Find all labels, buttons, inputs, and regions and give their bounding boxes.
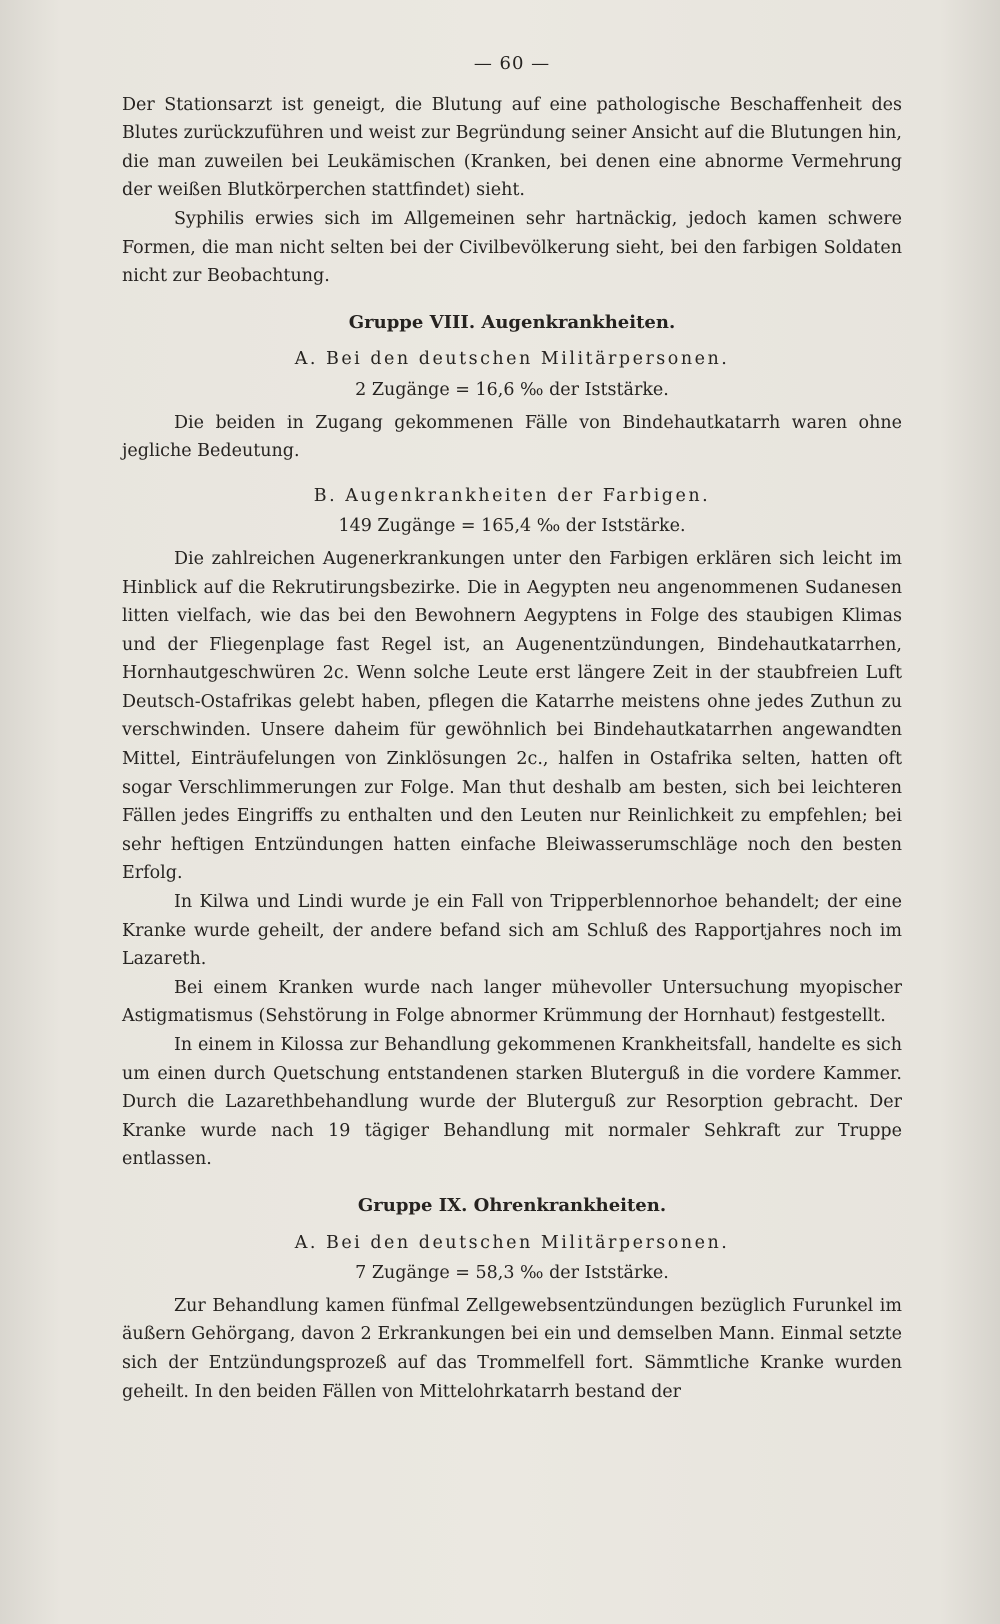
paragraph-astigmatismus: Bei einem Kranken wurde nach langer mühevoller Untersuchung myopischer Astigmatismus (Sehstörung in Folge abnormer Krümmung der Hornhaut) festgestellt. — [122, 977, 902, 1027]
paragraph-augenerkrankungen: Die zahlreichen Augenerkrankungen unter den Farbigen erklären sich leicht im Hinblick auf die Rekrutirungsbezirke. Die in Aegypten neu angenommenen Sudanesen litten vielfach, wie das bei den Bewohnern Aegyptens in Folge des staubigen Klimas und der Fliegenplage fast Regel ist, an Augenentzündungen, Bindehautkatarrhen, Hornhautgeschwüren 2c. Wenn solche Leute erst längere Zeit in der staubfreien Luft Deutsch-Ostafrikas gelebt haben, pflegen die Katarrhe meistens ohne jedes Zuthun zu verschwinden. Unsere daheim für gewöhnlich bei Bindehautkatarrhen angewandten Mittel, Einträufelungen von Zinklösungen 2c., halfen in Ostafrika selten, hatten oft sogar Verschlimmerungen zur Folge. Man thut deshalb am besten, sich bei leichteren Fällen jedes Eingriffs zu enthalten und den Leuten nur Reinlichkeit zu empfehlen; bei sehr heftigen Entzündungen hatten einfache Bleiwasserumschläge noch den besten Erfolg. — [122, 548, 902, 884]
group-9-heading: Gruppe IX. Ohrenkrankheiten. — [357, 1194, 667, 1216]
page-number: — 60 — — [473, 53, 551, 74]
group-8-stat-b: 149 Zugänge = 165,4 ‰ der Iststärke. — [338, 516, 686, 537]
spacer — [122, 466, 902, 478]
paragraph-syphilis: Syphilis erwies sich im Allgemeinen sehr hartnäckig, jedoch kamen schwere Formen, die man nicht selten bei der Civilbevölkerung sieht, bei den farbigen Soldaten nicht zur Beobachtung. — [122, 208, 902, 287]
paragraph-kilossa: In einem in Kilossa zur Behandlung gekommenen Krankheitsfall, handelte es sich um einen durch Quetschung entstandenen starken Bluterguß in die vordere Kammer. Durch die Lazarethbehandlung wurde der Bluterguß zur Resorption gebracht. Der Kranke wurde nach 19 tägiger Behandlung mit normaler Sehkraft zur Truppe entlassen. — [122, 1035, 902, 1170]
paragraph-bindehautkatarrh: Die beiden in Zugang gekommenen Fälle von Bindehautkatarrh waren ohne jegliche Bedeutung. — [122, 412, 902, 462]
group-9-stat-a: 7 Zugänge = 58,3 ‰ der Iststärke. — [355, 1263, 669, 1284]
group-8-stat-a: 2 Zugänge = 16,6 ‰ der Iststärke. — [355, 379, 669, 400]
paragraph-ohrenkrankheiten: Zur Behandlung kamen fünfmal Zellgewebsentzündungen bezüglich Furunkel im äußern Gehörgang, davon 2 Erkrankungen bei ein und demselben Mann. Einmal setzte sich der Entzündungsprozeß auf das Trommelfell fort. Sämmtliche Kranke wurden geheilt. In den beiden Fällen von Mittelohrkatarrh bestand der — [122, 1295, 902, 1402]
page-text — [122, 50, 902, 1406]
group-9-subheading-a: A. Bei den deutschen Militärpersonen. — [294, 1232, 730, 1253]
group-8-subheading-a: A. Bei den deutschen Militärpersonen. — [294, 349, 730, 370]
paragraph-stationsarzt: Der Stationsarzt ist geneigt, die Blutung auf eine pathologische Beschaffenheit des Blutes zurückzuführen und weist zur Begründung seiner Ansicht auf die Blutungen hin, die man zuweilen bei Leukämischen (Kranken, bei denen eine abnorme Vermehrung der weißen Blutkörperchen stattfindet) sieht. — [122, 94, 902, 201]
group-8-subheading-b: B. Augenkrankheiten der Farbigen. — [313, 485, 711, 506]
paragraph-kilwa-lindi: In Kilwa und Lindi wurde je ein Fall von Tripperblennorhoe behandelt; der eine Kranke wurde geheilt, der andere befand sich am Schluß des Rapportjahres noch im Lazareth. — [122, 892, 902, 970]
group-8-heading: Gruppe VIII. Augenkrankheiten. — [348, 311, 676, 333]
